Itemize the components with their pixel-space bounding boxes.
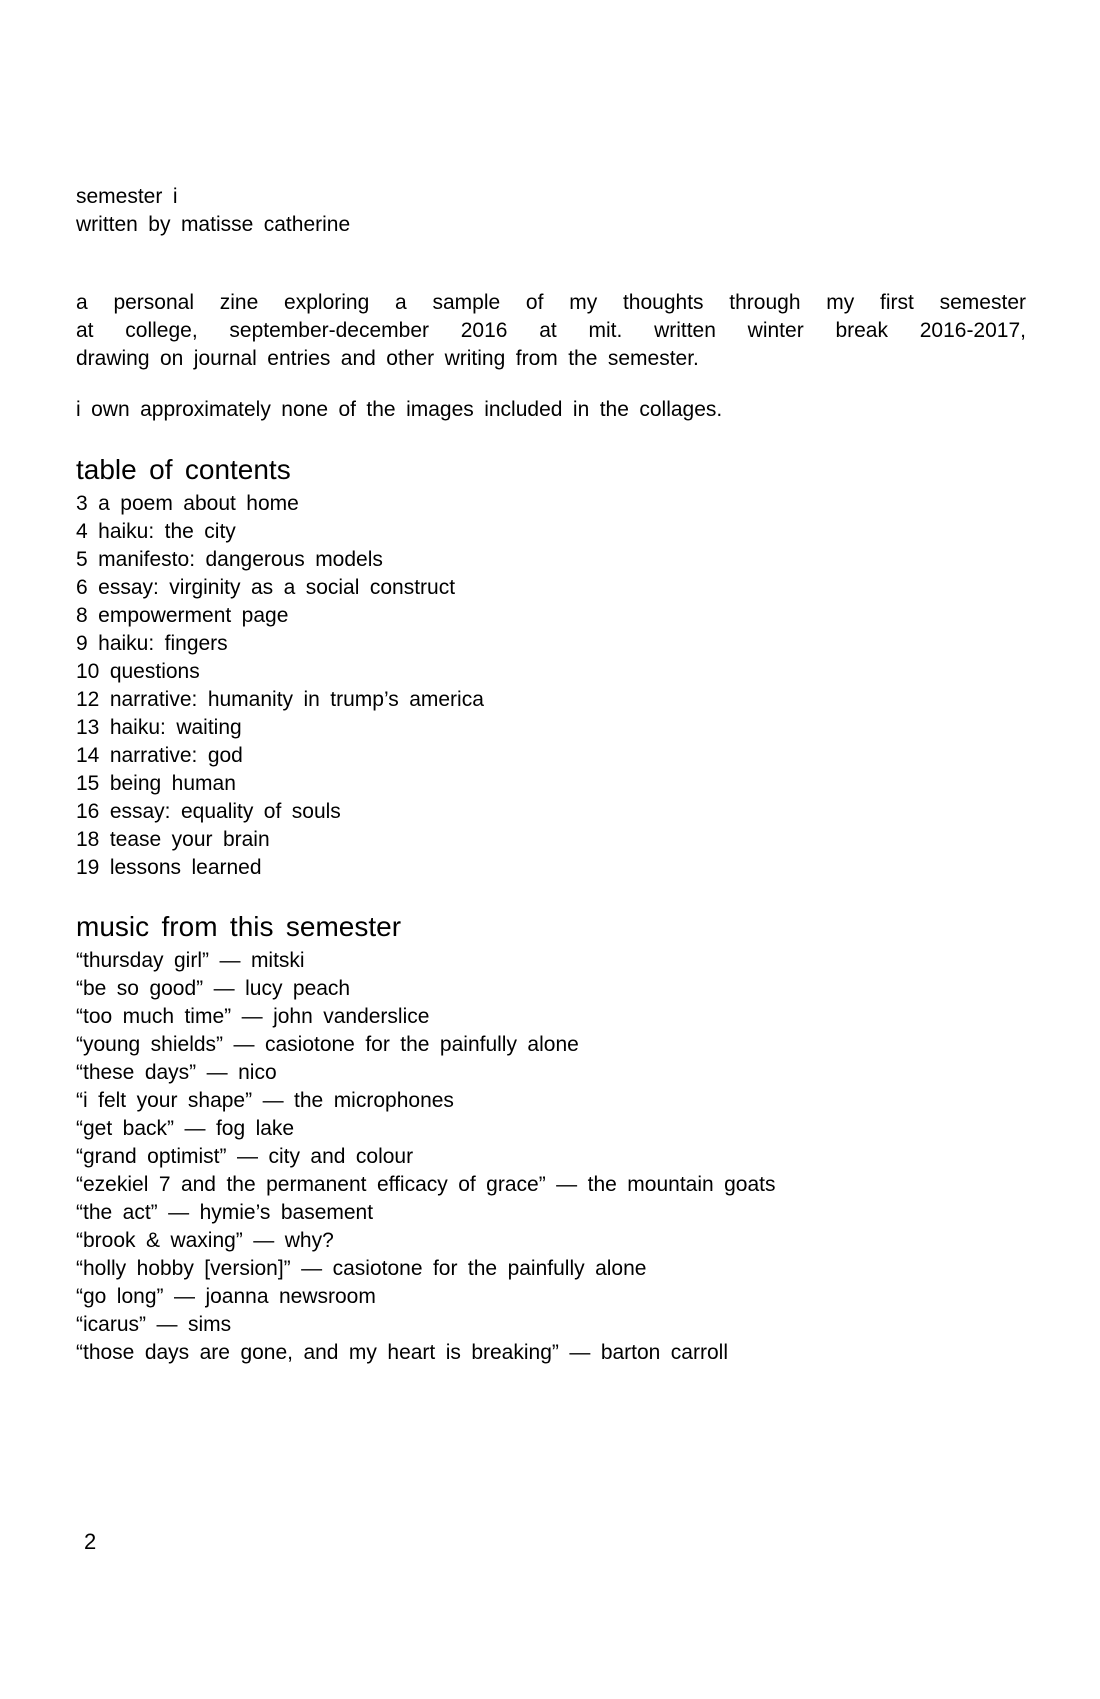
toc-page-number: 15: [76, 772, 100, 795]
toc-page-number: 6: [76, 576, 88, 599]
toc-title: haiku: fingers: [98, 632, 228, 655]
artist-name: the mountain goats: [587, 1173, 776, 1196]
toc-title: manifesto: dangerous models: [98, 548, 383, 571]
zine-title: semester i: [76, 185, 178, 208]
em-dash-separator: —: [213, 977, 235, 1000]
song-title: “holly hobby [version]”: [76, 1257, 291, 1280]
artist-name: sims: [187, 1313, 232, 1336]
em-dash-separator: —: [173, 1285, 195, 1308]
toc-heading: table of contents: [76, 454, 291, 485]
toc-page-number: 18: [76, 828, 100, 851]
intro-line: a personal zine exploring a sample of my thoughts through my first semester: [76, 291, 1026, 314]
artist-name: casiotone for the painfully alone: [332, 1257, 647, 1280]
toc-title: narrative: god: [109, 744, 243, 767]
toc-title: essay: virginity as a social construct: [98, 576, 456, 599]
music-item: [76, 975, 1026, 1003]
artist-name: why?: [284, 1229, 334, 1252]
toc-title: haiku: the city: [98, 520, 236, 543]
toc-item: [76, 742, 1026, 770]
toc-title: empowerment page: [98, 604, 289, 627]
toc-item: [76, 826, 1026, 854]
song-title: “those days are gone, and my heart is breaking”: [76, 1341, 559, 1364]
toc-page-number: 13: [76, 716, 100, 739]
toc-title: haiku: waiting: [109, 716, 242, 739]
toc-page-number: 10: [76, 660, 100, 683]
artist-name: nico: [238, 1061, 277, 1084]
em-dash-separator: —: [184, 1117, 206, 1140]
toc-item: [76, 602, 1026, 630]
toc-page-number: 9: [76, 632, 88, 655]
em-dash-separator: —: [253, 1229, 275, 1252]
music-item: [76, 1143, 1026, 1171]
toc-page-number: 3: [76, 492, 88, 515]
page-content: [76, 183, 1026, 1557]
music-item: [76, 1255, 1026, 1283]
toc-item: [76, 518, 1026, 546]
em-dash-separator: —: [206, 1061, 228, 1084]
toc-page-number: 14: [76, 744, 100, 767]
toc-page-number: 4: [76, 520, 88, 543]
toc-item: [76, 714, 1026, 742]
toc-page-number: 19: [76, 856, 100, 879]
music-item: [76, 1283, 1026, 1311]
artist-name: barton carroll: [600, 1341, 728, 1364]
em-dash-separator: —: [301, 1257, 323, 1280]
title-block: [76, 183, 1026, 239]
disclaimer-paragraph: i own approximately none of the images included in the collages.: [76, 398, 723, 421]
artist-name: hymie’s basement: [199, 1201, 374, 1224]
song-title: “young shields”: [76, 1033, 224, 1056]
music-item: [76, 1115, 1026, 1143]
em-dash-separator: —: [262, 1089, 284, 1112]
song-title: “thursday girl”: [76, 949, 209, 972]
page-number: 2: [84, 1529, 97, 1554]
artist-name: john vanderslice: [273, 1005, 430, 1028]
music-item: [76, 1171, 1026, 1199]
toc-item: [76, 490, 1026, 518]
song-title: “go long”: [76, 1285, 164, 1308]
toc-page-number: 16: [76, 800, 100, 823]
toc-item: [76, 854, 1026, 882]
toc-item: [76, 658, 1026, 686]
intro-line: at college, september-december 2016 at mit. written winter break 2016-2017,: [76, 319, 1026, 342]
song-title: “ezekiel 7 and the permanent efficacy of grace”: [76, 1173, 546, 1196]
artist-name: lucy peach: [245, 977, 351, 1000]
music-list: [76, 947, 1026, 1367]
em-dash-separator: —: [219, 949, 241, 972]
music-item: [76, 1059, 1026, 1087]
artist-name: mitski: [250, 949, 305, 972]
song-title: “get back”: [76, 1117, 174, 1140]
song-title: “icarus”: [76, 1313, 147, 1336]
artist-name: fog lake: [215, 1117, 295, 1140]
music-item: [76, 947, 1026, 975]
toc-title: essay: equality of souls: [109, 800, 341, 823]
toc-item: [76, 630, 1026, 658]
song-title: “too much time”: [76, 1005, 232, 1028]
table-of-contents: [76, 490, 1026, 882]
music-heading: music from this semester: [76, 911, 402, 942]
zine-byline: written by matisse catherine: [76, 213, 351, 236]
music-item: [76, 1199, 1026, 1227]
toc-item: [76, 686, 1026, 714]
song-title: “these days”: [76, 1061, 197, 1084]
em-dash-separator: —: [556, 1173, 578, 1196]
toc-item: [76, 770, 1026, 798]
em-dash-separator: —: [168, 1201, 190, 1224]
music-item: [76, 1311, 1026, 1339]
intro-line: drawing on journal entries and other writing from the semester.: [76, 347, 699, 370]
toc-title: being human: [109, 772, 236, 795]
music-item: [76, 1003, 1026, 1031]
artist-name: city and colour: [268, 1145, 414, 1168]
em-dash-separator: —: [233, 1033, 255, 1056]
toc-title: lessons learned: [109, 856, 262, 879]
music-item: [76, 1087, 1026, 1115]
intro-paragraph: [76, 289, 1026, 373]
artist-name: joanna newsroom: [205, 1285, 376, 1308]
toc-page-number: 12: [76, 688, 100, 711]
toc-page-number: 5: [76, 548, 88, 571]
em-dash-separator: —: [241, 1005, 263, 1028]
toc-title: questions: [109, 660, 200, 683]
music-item: [76, 1227, 1026, 1255]
em-dash-separator: —: [569, 1341, 591, 1364]
toc-item: [76, 546, 1026, 574]
music-item: [76, 1031, 1026, 1059]
song-title: “the act”: [76, 1201, 158, 1224]
toc-title: narrative: humanity in trump’s america: [109, 688, 484, 711]
em-dash-separator: —: [236, 1145, 258, 1168]
toc-title: tease your brain: [109, 828, 270, 851]
song-title: “be so good”: [76, 977, 204, 1000]
artist-name: the microphones: [294, 1089, 454, 1112]
artist-name: casiotone for the painfully alone: [264, 1033, 579, 1056]
song-title: “i felt your shape”: [76, 1089, 253, 1112]
song-title: “brook & waxing”: [76, 1229, 243, 1252]
toc-item: [76, 574, 1026, 602]
toc-item: [76, 798, 1026, 826]
em-dash-separator: —: [156, 1313, 178, 1336]
toc-page-number: 8: [76, 604, 88, 627]
toc-title: a poem about home: [98, 492, 299, 515]
song-title: “grand optimist”: [76, 1145, 227, 1168]
music-item: [76, 1339, 1026, 1367]
